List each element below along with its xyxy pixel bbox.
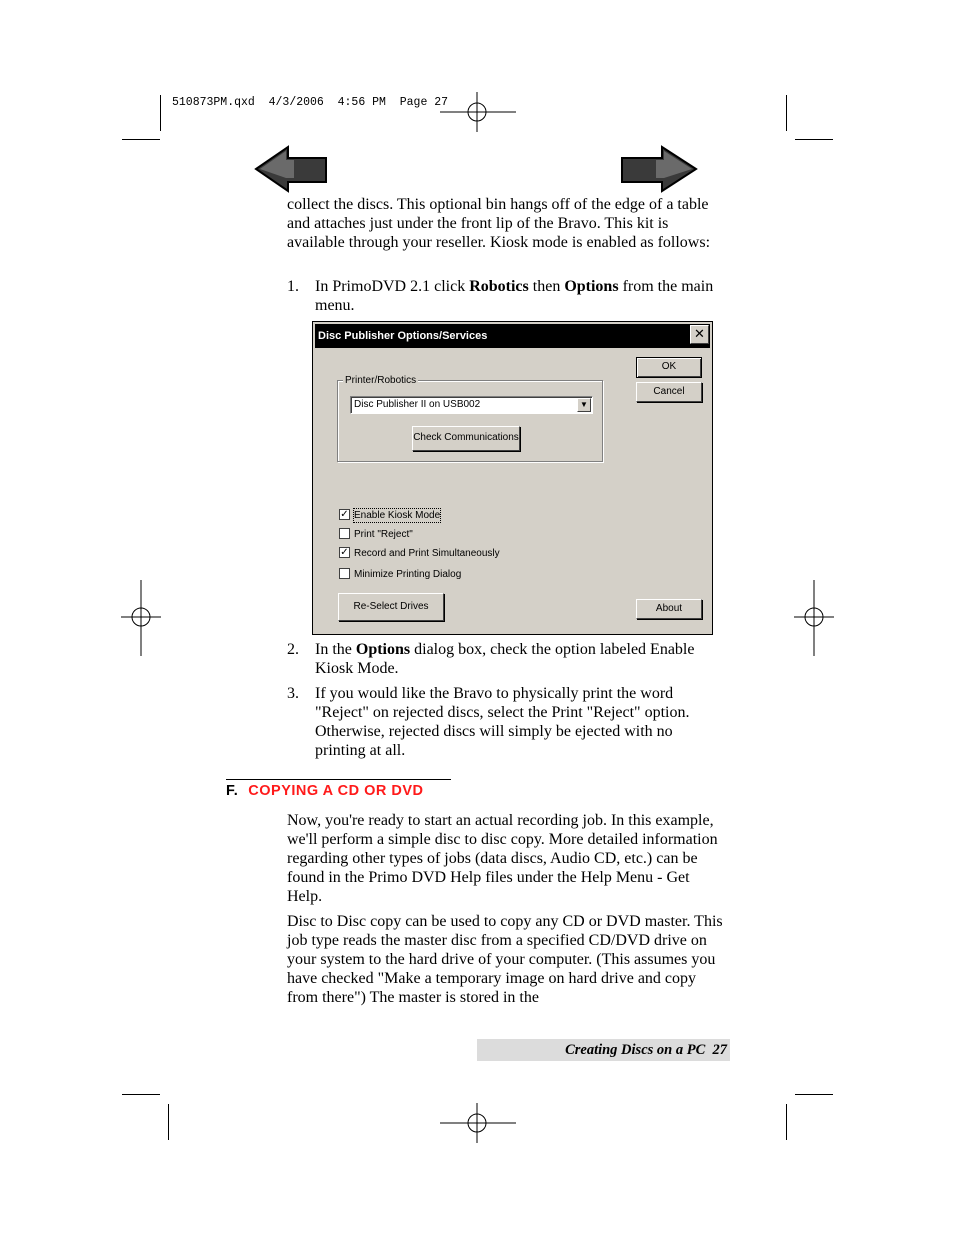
close-icon[interactable]: ✕ — [690, 325, 709, 344]
step-text-part: In PrimoDVD 2.1 click — [315, 278, 470, 295]
crop-mark — [795, 139, 833, 140]
checkbox-empty-icon[interactable] — [339, 568, 350, 579]
checkbox-checked-icon[interactable]: ✓ — [340, 509, 349, 520]
chevron-down-icon[interactable]: ▼ — [577, 398, 591, 412]
crop-mark — [786, 95, 787, 131]
step-text-part: dialog box, check the option labeled Enable Kiosk Mode. — [315, 641, 695, 677]
registration-mark-icon — [794, 580, 834, 656]
body-paragraph: Now, you're ready to start an actual recording job. In this example, we'll perform a simple disc to disc copy. More detailed information regarding other types of jobs (data discs, Audio CD, etc.) can be found in the Primo DVD Help files under the Help Menu - Get Help. — [287, 812, 718, 905]
checkbox-label: Enable Kiosk Mode — [354, 510, 441, 521]
section-heading — [226, 783, 423, 799]
step-number: 1. — [287, 278, 299, 295]
step-2-text — [315, 640, 727, 678]
registration-mark-icon — [121, 580, 161, 656]
crop-mark — [795, 1094, 833, 1095]
options-term: Options — [564, 278, 619, 295]
robotics-term: Robotics — [469, 278, 529, 295]
check-communications-button[interactable]: Check Communications — [412, 426, 520, 451]
body-paragraph: Disc to Disc copy can be used to copy any CD or DVD master. This job type reads the master disc from a specified CD/DVD drive on your system to the hard drive of your computer. (This assumes you have checked "Make a temporary image on hard drive and copy from there") The master is stored in the — [287, 913, 723, 1006]
checkbox-checked-icon[interactable]: ✓ — [340, 547, 349, 558]
dialog-title: Disc Publisher Options/Services — [315, 324, 710, 348]
checkbox-empty-icon[interactable] — [339, 528, 350, 539]
registration-mark-icon — [440, 92, 516, 132]
page-footer — [477, 1039, 730, 1061]
crop-mark — [168, 1104, 169, 1140]
left-arrow-icon[interactable] — [254, 145, 328, 193]
section-number: F. — [226, 783, 239, 799]
step-text-part: from the main menu. — [315, 278, 714, 314]
checkbox-label: Record and Print Simultaneously — [354, 548, 500, 559]
about-button[interactable]: About — [636, 599, 702, 619]
step-number: 3. — [287, 685, 299, 702]
options-term: Options — [355, 641, 411, 658]
printer-select[interactable] — [350, 396, 593, 414]
ok-button[interactable]: OK — [636, 357, 702, 378]
heading-rule — [226, 779, 451, 780]
page-number: 27 — [712, 1042, 727, 1058]
printer-select-value: Disc Publisher II on USB002 — [354, 399, 481, 410]
step-text-part: then — [528, 278, 565, 295]
options-dialog — [312, 321, 713, 635]
crop-mark — [786, 1104, 787, 1140]
checkbox-label: Print "Reject" — [354, 529, 413, 540]
slug-line: 510873PM.qxd 4/3/2006 4:56 PM Page 27 — [172, 96, 449, 109]
cancel-button[interactable]: Cancel — [636, 382, 702, 402]
reselect-drives-button[interactable]: Re-Select Drives — [338, 593, 444, 621]
checkbox-label: Minimize Printing Dialog — [354, 569, 462, 580]
step-text-part: In the — [315, 641, 356, 658]
step-3-text: If you would like the Bravo to physically print the word "Reject" on rejected discs, select the Print "Reject" option. Otherwise, rejected discs will simply be ejected with no printing at all. — [315, 685, 690, 759]
step-number: 2. — [287, 641, 299, 658]
crop-mark — [122, 139, 160, 140]
crop-mark — [160, 95, 161, 131]
intro-paragraph: collect the discs. This optional bin hangs off of the edge of a table and attaches just under the front lip of the Bravo. This kit is available through your reseller. Kiosk mode is enabled as follows: — [287, 196, 711, 251]
registration-mark-icon — [440, 1103, 516, 1143]
footer-text: Creating Discs on a PC — [565, 1042, 706, 1058]
right-arrow-icon[interactable] — [620, 145, 698, 193]
section-title: COPYING A CD OR DVD — [248, 783, 424, 799]
group-label: Printer/Robotics — [345, 375, 417, 386]
crop-mark — [122, 1094, 160, 1095]
step-1-text — [315, 277, 727, 315]
